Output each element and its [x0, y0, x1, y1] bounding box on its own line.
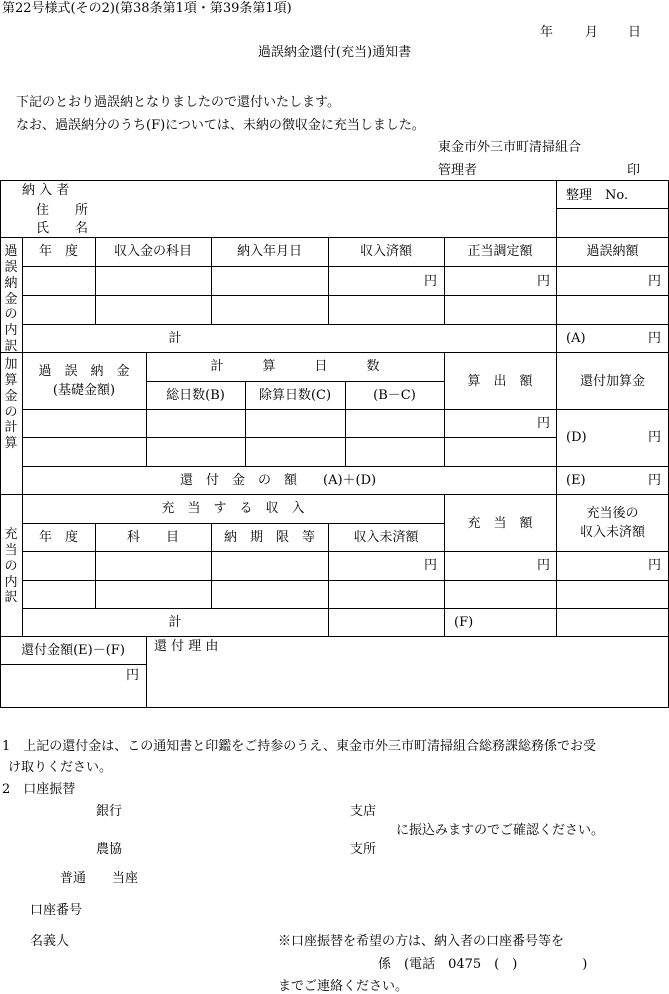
base-amount-line-2: (基礎金額) [52, 383, 116, 398]
overpayment-section-label: 過誤納金の内訳 [4, 244, 18, 355]
allocated-amount-label: 充 当 額 [467, 516, 533, 531]
branch-label: 支店 [350, 804, 377, 819]
request-note: ※口座振替を希望の方は、納入者の口座番号等を [278, 934, 565, 949]
date-month: 月 [585, 25, 599, 40]
agri-coop-label: 農協 [96, 842, 123, 857]
alloc-col-year: 年 度 [38, 530, 78, 545]
total-days-label: 総日数(B) [166, 388, 225, 403]
col-overpaid-amount: 過誤納額 [586, 244, 639, 259]
alloc-col-due-date: 納 期 限 等 [223, 530, 315, 545]
date-day: 日 [628, 25, 642, 40]
allocated-income-header: 充 当 す る 収 入 [161, 501, 305, 516]
date-year: 年 [540, 25, 554, 40]
payer-name-label: 氏 名 [36, 221, 89, 236]
interest-section-label: 加算金の計算 [4, 357, 18, 452]
excluded-days-label: 除算日数(C) [258, 388, 332, 403]
label-a: (A) [566, 331, 586, 346]
payer-label: 納 入 者 [22, 183, 70, 198]
yen-unit: 円 [648, 558, 662, 573]
label-f: (F) [454, 615, 474, 630]
yen-unit: 円 [126, 668, 140, 683]
base-amount-line-1: 過 誤 納 金 [38, 364, 130, 379]
refund-addition-label: 還付加算金 [579, 374, 645, 389]
issuer-name: 東金市外三市町清掃組合 [438, 140, 582, 155]
col-received-amount: 収入済額 [359, 244, 412, 259]
yen-unit: 円 [424, 558, 438, 573]
yen-unit: 円 [648, 331, 662, 346]
computed-amount-label: 算 出 額 [467, 374, 533, 389]
refund-net-label: 還付金額(E)－(F) [21, 643, 125, 658]
account-number-label: 口座番号 [30, 903, 83, 918]
note-1-line-1: 1 上記の還付金は、この通知書と印鑑をご持参のうえ、東金市外三市町清掃組合総務課総務係でお受 [2, 739, 597, 754]
col-year: 年 度 [38, 244, 78, 259]
account-type-label: 普通 当座 [60, 871, 139, 886]
yen-unit: 円 [648, 473, 662, 488]
yen-unit: 円 [424, 274, 438, 289]
net-days-label: (B－C) [373, 388, 416, 403]
yen-unit: 円 [537, 274, 551, 289]
contact-end-line: までご連絡ください。 [278, 979, 409, 994]
contact-phone-line: 係 (電話 0475 ( ) ) [378, 957, 588, 972]
alloc-col-unpaid: 収入未済額 [353, 530, 419, 545]
alloc-col-subject: 科 目 [126, 530, 179, 545]
form-number: 第22号様式(その2)(第38条第1項・第39条第1項) [2, 1, 292, 16]
calc-days-header: 計 算 日 数 [210, 359, 380, 374]
allocation-section-label: 充当の内訳 [4, 527, 18, 606]
col-payment-date: 納入年月日 [236, 244, 302, 259]
refund-reason-label: 還 付 理 由 [154, 639, 219, 654]
col-income-subject: 収入金の科目 [113, 244, 192, 259]
reference-number-label: 整理 No. [566, 188, 629, 203]
label-e: (E) [566, 473, 586, 488]
yen-unit: 円 [648, 274, 662, 289]
yen-unit: 円 [537, 558, 551, 573]
overpayment-total-label: 計 [168, 331, 182, 346]
bank-label: 銀行 [96, 804, 123, 819]
note-2-heading: 2 口座振替 [2, 782, 76, 797]
branch-office-label: 支所 [350, 842, 377, 857]
unpaid-after-line-1: 充当後の [586, 506, 639, 521]
intro-line-2: なお、過誤納分のうち(F)については、未納の徴収金に充当しました。 [16, 118, 425, 133]
transfer-confirm-text: に振込みますのでご確認ください。 [396, 823, 605, 838]
yen-unit: 円 [648, 430, 662, 445]
manager-label: 管理者 [438, 163, 478, 178]
col-correct-assessed: 正当調定額 [467, 244, 533, 259]
document-title: 過誤納金還付(充当)通知書 [257, 45, 412, 60]
refund-amount-label: 還 付 金 の 額 (A)＋(D) [180, 473, 377, 488]
note-1-line-2: け取りください。 [8, 760, 113, 775]
unpaid-after-line-2: 収入未済額 [579, 525, 645, 540]
yen-unit: 円 [537, 416, 551, 431]
payer-address-label: 住 所 [36, 203, 89, 218]
allocation-total-label: 計 [168, 615, 182, 630]
label-d: (D) [566, 430, 587, 445]
seal-mark: 印 [627, 163, 641, 178]
intro-line-1: 下記のとおり過誤納となりましたので還付いたします。 [16, 95, 340, 110]
account-holder-label: 名義人 [30, 934, 70, 949]
